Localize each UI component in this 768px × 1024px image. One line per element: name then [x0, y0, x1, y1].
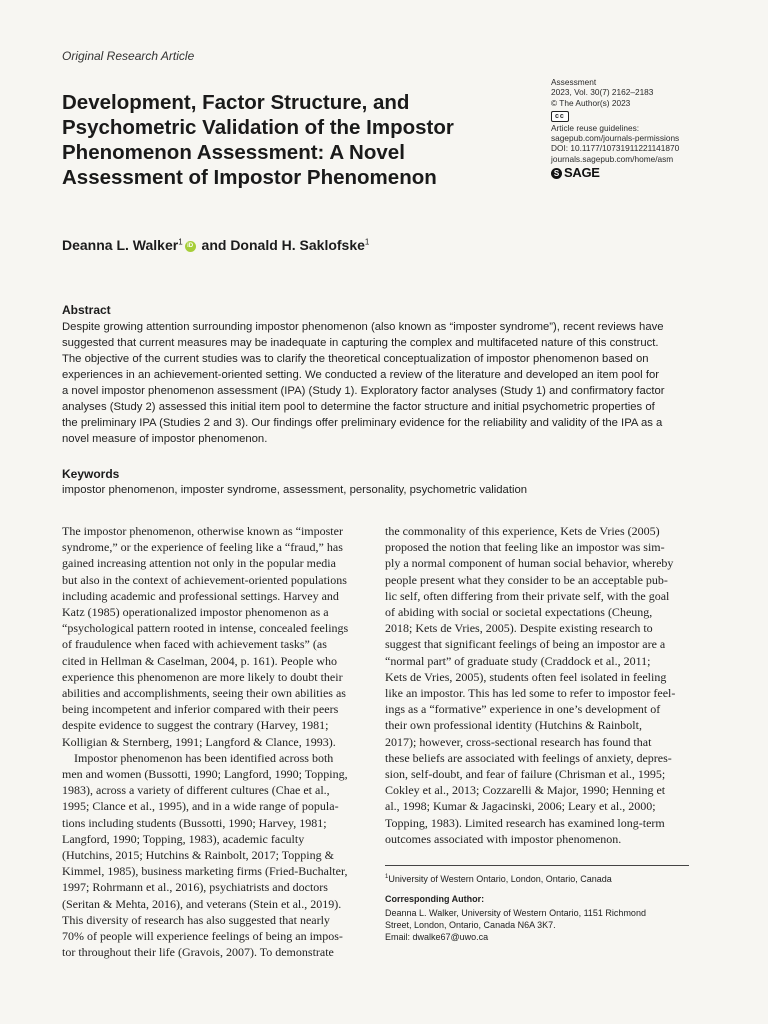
title-line: Phenomenon Assessment: A Novel: [62, 141, 405, 164]
abstract-heading: Abstract: [62, 303, 111, 317]
body-line: these beliefs are associated with feelings of anxiety, depres-: [385, 750, 672, 765]
creative-commons-icon: cc: [551, 111, 569, 122]
abstract-line: experiences in an achievement-oriented setting. We conducted a review of the literature and developed an item pool for: [62, 369, 660, 381]
body-line: proposed the notion that feeling like an impostor was sim-: [385, 540, 665, 555]
body-line: despite evidence to suggest the contrary (Harvey, 1981;: [62, 718, 329, 733]
author-joiner: and: [201, 237, 227, 253]
title-line: Psychometric Validation of the Impostor: [62, 116, 454, 139]
doi-link[interactable]: DOI: 10.1177/10731911221141870: [551, 143, 680, 154]
body-line: ply a normal component of human social behavior, whereby: [385, 556, 674, 571]
affiliation-marker: 1: [364, 237, 370, 247]
body-line: ings as a “formative” experience in one’s development of: [385, 702, 661, 717]
body-line: Katz (1985) operationalized impostor phenomenon as a: [62, 605, 329, 620]
body-line: sion, self-doubt, and fear of failure (Chrisman et al., 1995;: [385, 767, 666, 782]
affiliation-marker: 1: [385, 874, 389, 880]
journal-info: [551, 77, 731, 180]
abstract-line: suggested that current measures may be inadequate in capturing the complex and multifaceted nature of this construct.: [62, 337, 659, 349]
body-line: Topping, 1983). Limited research has examined long-term: [385, 815, 665, 830]
keywords-list: impostor phenomenon, imposter syndrome, assessment, personality, psychometric validation: [62, 484, 528, 496]
article-title: [62, 90, 522, 190]
body-line: of fraudulence when faced with achievement tasks” (as: [62, 637, 327, 652]
body-line: (Seritan & Mehta, 2016), and veterans (Stein et al., 2019).: [62, 896, 342, 911]
body-line: “psychological pattern rooted in intense, concealed feelings: [62, 621, 349, 636]
body-line: tions including students (Bussotti, 1990; Harvey, 1981;: [62, 815, 327, 830]
abstract-text: [62, 319, 690, 447]
orcid-icon[interactable]: iD: [185, 241, 196, 252]
corr-email[interactable]: Email: dwalke67@uwo.ca: [385, 932, 489, 942]
sage-logo-icon: S: [551, 168, 562, 179]
body-line: “normal part” of graduate study (Craddock et al., 2011;: [385, 653, 651, 668]
body-line: 1997; Rohrmann et al., 2016), psychiatrists and doctors: [62, 880, 328, 895]
author-name: Donald H. Saklofske: [230, 237, 365, 253]
abstract-line: Despite growing attention surrounding impostor phenomenon (also known as “imposter syndrome”), recent reviews have: [62, 321, 664, 333]
body-line: tor throughout their life (Gravois, 2007). To demonstrate: [62, 945, 334, 960]
body-line: suggest that significant feelings of being an impostor are a: [385, 637, 666, 652]
body-line: but also in the context of achievement-oriented populations: [62, 572, 347, 587]
reuse-label: Article reuse guidelines:: [551, 122, 640, 133]
body-line: including academic and professional settings. Harvey and: [62, 588, 339, 603]
body-line: being incompetent and inferior compared with their peers: [62, 702, 339, 717]
corresponding-author-details: [385, 907, 646, 943]
abstract-line: The objective of the current studies was to clarify the theoretical conceptualization of impostor phenomenon based on: [62, 353, 649, 365]
body-line: (Hutchins, 2015; Hutchins & Rainbolt, 2017; Topping &: [62, 848, 334, 863]
body-column-right: [385, 523, 689, 847]
author-name: Deanna L. Walker: [62, 237, 179, 253]
body-line: like an impostor. This has led some to refer to impostor feel-: [385, 686, 676, 701]
body-line: syndrome,” or the experience of feeling like a “fraud,” has: [62, 540, 343, 555]
abstract-line: the preliminary IPA (Studies 2 and 3). Our findings offer preliminary evidence for the reliability and validity of the IPA as a: [62, 417, 663, 429]
body-line: the commonality of this experience, Kets de Vries (2005): [385, 524, 660, 538]
abstract-line: analyses (Study 2) assessed this initial item pool to determine the factor structure and initial psychometric properties of: [62, 401, 655, 413]
body-line: people present what they consider to be an acceptable pub-: [385, 572, 668, 587]
body-line: Impostor phenomenon has been identified across both: [62, 750, 334, 765]
body-column-left: [62, 523, 364, 960]
body-line: Kimmel, 1985), business marketing firms (Fried-Buchalter,: [62, 864, 348, 879]
affiliation-text: University of Western Ontario, London, Ontario, Canada: [388, 874, 612, 884]
title-line: Assessment of Impostor Phenomenon: [62, 166, 437, 189]
journal-name: Assessment: [551, 77, 597, 87]
article-type-label: Original Research Article: [62, 49, 195, 63]
body-line: outcomes associated with impostor phenomenon.: [385, 831, 622, 846]
journal-volume: 2023, Vol. 30(7) 2162–2183: [551, 87, 654, 98]
body-line: The impostor phenomenon, otherwise known as “imposter: [62, 524, 343, 538]
body-line: Kolligian & Sternberg, 1991; Langford & Clance, 1993).: [62, 734, 336, 749]
body-line: Cokley et al., 2013; Cozzarelli & Major, 1990; Henning et: [385, 783, 666, 798]
affiliation-marker: 1: [178, 237, 183, 247]
abstract-line: novel measure of impostor phenomenon.: [62, 433, 268, 445]
body-line: 1995; Clance et al., 1995), and in a wide range of popula-: [62, 799, 339, 814]
body-line: 2017); however, cross-sectional research has found that: [385, 734, 652, 749]
author-list: [62, 237, 369, 253]
body-line: This diversity of research has also suggested that nearly: [62, 912, 330, 927]
body-line: Langford, 1990; Topping, 1983), academic faculty: [62, 831, 305, 846]
body-line: al., 1998; Kumar & Jagacinski, 2006; Leary et al., 2000;: [385, 799, 656, 814]
keywords-heading: Keywords: [62, 467, 120, 481]
body-line: gained increasing attention not only in the popular media: [62, 556, 336, 571]
corr-line: Deanna L. Walker, University of Western Ontario, 1151 Richmond: [385, 908, 646, 918]
body-line: of abiding with social or societal expectations (Cheung,: [385, 605, 653, 620]
corresponding-author-heading: Corresponding Author:: [385, 894, 485, 904]
body-line: men and women (Bussotti, 1990; Langford, 1990; Topping,: [62, 767, 348, 782]
publisher-name: SAGE: [564, 165, 600, 181]
body-line: abilities and accomplishments, seeing their own abilities as: [62, 686, 346, 701]
corr-line: Street, London, Ontario, Canada N6A 3K7.: [385, 920, 556, 930]
journal-home-link[interactable]: journals.sagepub.com/home/asm: [551, 153, 674, 164]
journal-copyright: © The Author(s) 2023: [551, 97, 631, 108]
body-line: experience this phenomenon are more likely to doubt their: [62, 669, 343, 684]
permissions-link[interactable]: sagepub.com/journals-permissions: [551, 133, 680, 144]
footnote-divider: [385, 865, 689, 866]
affiliation-footnote: [385, 874, 612, 884]
body-line: lic self, often differing from their private self, with the goal: [385, 588, 670, 603]
body-line: 70% of people will experience feelings of being an impos-: [62, 929, 343, 944]
body-line: Kets de Vries, 2005), students often feel isolated in feeling: [385, 669, 667, 684]
abstract-line: a novel impostor phenomenon assessment (IPA) (Study 1). Exploratory factor analyses (Study 1) and confirmatory factor: [62, 385, 665, 397]
sage-logo: [551, 166, 731, 180]
body-line: 2018; Kets de Vries, 2005). Despite existing research to: [385, 621, 653, 636]
body-line: their own professional identity (Hutchins & Rainbolt,: [385, 718, 642, 733]
body-line: cited in Hellman & Caselman, 2004, p. 161). People who: [62, 653, 337, 668]
body-line: 1983), across a variety of different cultures (Chae et al.,: [62, 783, 330, 798]
title-line: Development, Factor Structure, and: [62, 91, 410, 114]
